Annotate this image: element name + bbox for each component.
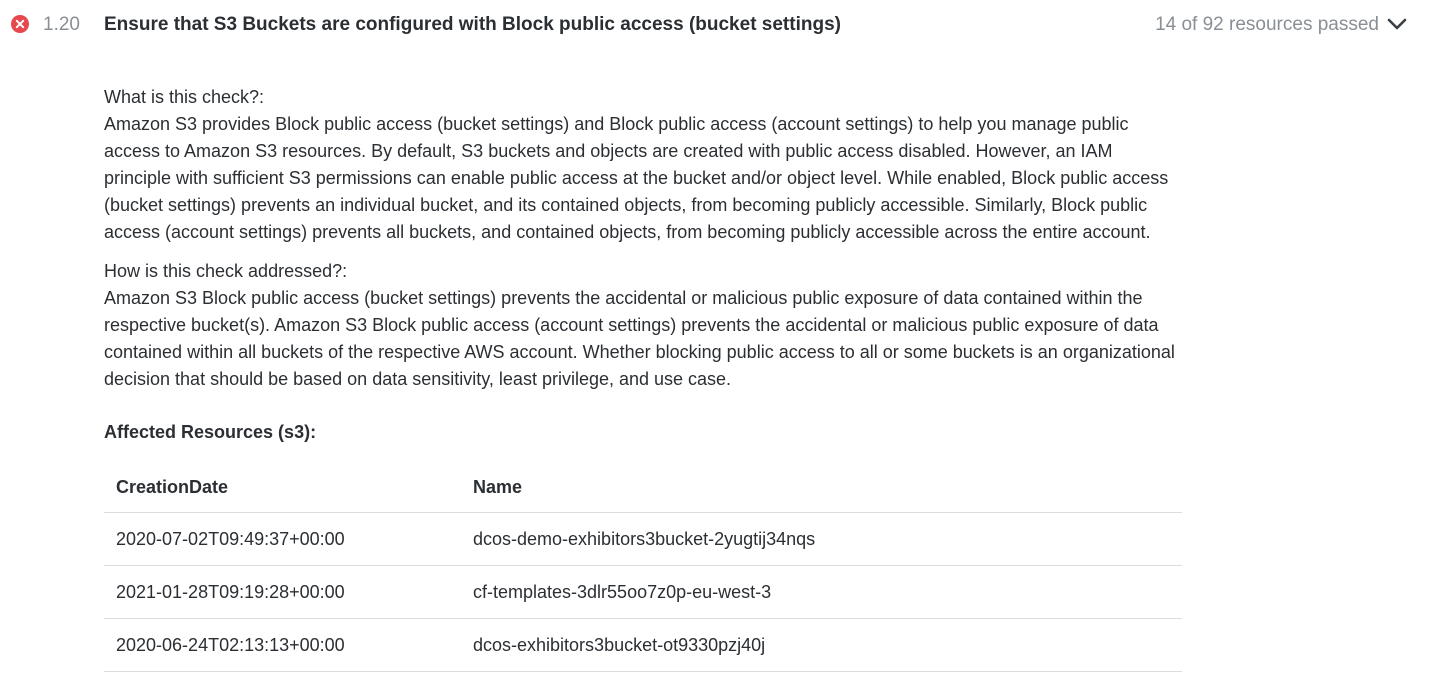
check-title: Ensure that S3 Buckets are configured with Block public access (bucket settings): [104, 14, 841, 35]
bucket-name-cell: dcos-demo-exhibitors3bucket-2yugtij34nqs: [461, 513, 1182, 566]
affected-resources-heading: Affected Resources (s3):: [104, 422, 317, 442]
what-heading: What is this check?:: [104, 87, 265, 107]
table-header-row: [104, 462, 1182, 513]
result-summary: 14 of 92 resources passed: [1155, 14, 1379, 35]
check-details: [104, 84, 1184, 672]
check-header[interactable]: [0, 0, 1436, 50]
affected-resources-table: [104, 462, 1182, 672]
table-row: [104, 513, 1182, 566]
creation-date-cell: 2020-07-02T09:49:37+00:00: [104, 513, 461, 566]
bucket-name-cell: cf-templates-3dlr55oo7z0p-eu-west-3: [461, 566, 1182, 619]
how-heading: How is this check addressed?:: [104, 261, 348, 281]
what-description: Amazon S3 provides Block public access (bucket settings) and Block public access (account settings) to help you manage public access to Amazon S3 resources. By default, S3 buckets and objects are created with public access disabled. However, an IAM principle with sufficient S3 permissions can enable public access at the bucket and/or object level. While enabled, Block public access (bucket settings) prevents an individual bucket, and its contained objects, from becoming publicly accessible. Similarly, Block public access (account settings) prevents all buckets, and contained objects, from becoming publicly accessible across the entire account.: [104, 114, 1169, 242]
column-header-name[interactable]: Name: [461, 462, 1182, 513]
chevron-down-icon[interactable]: [1386, 15, 1408, 35]
creation-date-cell: 2020-06-24T02:13:13+00:00: [104, 619, 461, 672]
creation-date-cell: 2021-01-28T09:19:28+00:00: [104, 566, 461, 619]
check-number: 1.20: [43, 14, 80, 35]
table-row: [104, 619, 1182, 672]
bucket-name-cell: dcos-exhibitors3bucket-ot9330pzj40j: [461, 619, 1182, 672]
table-row: [104, 566, 1182, 619]
column-header-creation-date[interactable]: CreationDate: [104, 462, 461, 513]
error-circle-x-icon: [11, 15, 29, 33]
how-description: Amazon S3 Block public access (bucket settings) prevents the accidental or malicious public exposure of data contained within the respective bucket(s). Amazon S3 Block public access (account settings) prevents the accidental or malicious public exposure of data contained within all buckets of the respective AWS account. Whether blocking public access to all or some buckets is an organizational decision that should be based on data sensitivity, least privilege, and use case.: [104, 288, 1175, 389]
